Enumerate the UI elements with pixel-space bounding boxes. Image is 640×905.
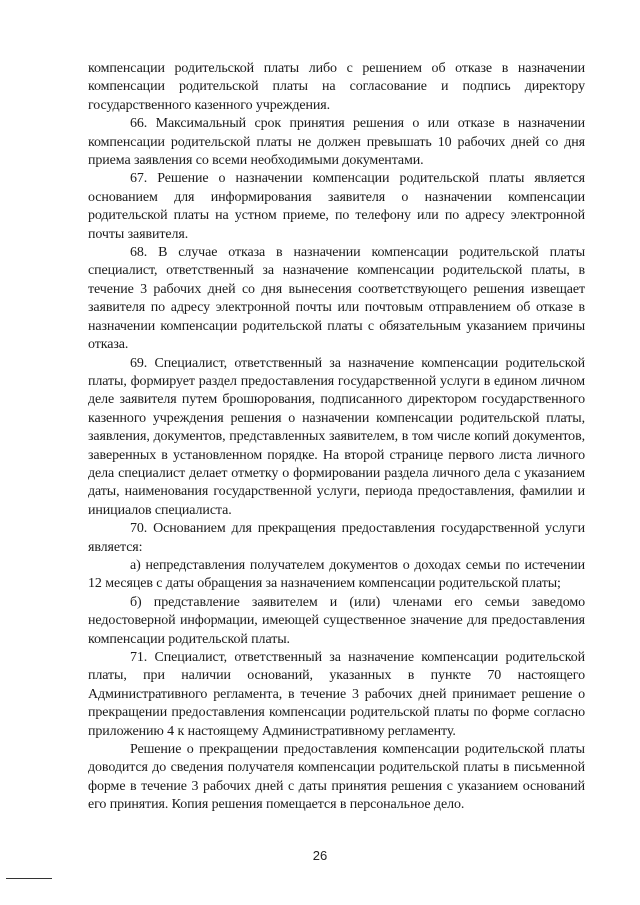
paragraph-70: 70. Основанием для прекращения предоставления государственной услуги является: (88, 521, 585, 555)
paragraph-70-a: а) непредставления получателем документов о доходах семьи по истечении 12 месяцев с даты обращения за назначением компенсации родительской платы; (88, 557, 585, 592)
paragraph-71: 71. Специалист, ответственный за назначение компенсации родительской платы, при наличии оснований, указанных в пункте 70 настоящего Административного регламента, в течение 3 рабочих дней принимает решение о прекращении предоставления компенсации родительской платы по форме согласно приложению 4 к настоящему Административному регламенту. (88, 650, 585, 739)
paragraph-68: 68. В случае отказа в назначении компенсации родительской платы специалист, ответственный за назначение компенсации родительской платы, в течение 3 рабочих дней со дня вынесения соответствующего решения извещает заявителя по адресу электронной почты или почтовым отправлением об отказе в назначении компенсации родительской платы с обязательным указанием причины отказа. (88, 245, 585, 353)
footnote-divider (6, 878, 52, 879)
paragraph-66: 66. Максимальный срок принятия решения о или отказе в назначении компенсации родительской платы не должен превышать 10 рабочих дней со дня приема заявления со всеми необходимыми документами. (88, 116, 585, 169)
document-body (88, 60, 585, 815)
paragraph-67: 67. Решение о назначении компенсации родительской платы является основанием для информирования заявителя о назначении компенсации родительской платы на устном приеме, по телефону или по адресу электронной почты заявителя. (88, 171, 585, 242)
paragraph-71-decision: Решение о прекращении предоставления компенсации родительской платы доводится до сведения получателя компенсации родительской платы в письменной форме в течение 3 рабочих дней с даты принятия решения с указанием оснований его принятия. Копия решения помещается в персональное дело. (88, 742, 585, 813)
paragraph-70-b: б) представление заявителем и (или) членами его семьи заведомо недостоверной информации, имеющей существенное значение для предоставления компенсации родительской платы. (88, 594, 585, 647)
paragraph-69: 69. Специалист, ответственный за назначение компенсации родительской платы, формирует раздел предоставления государственной услуги в едином личном деле заявителя путем брошюрования, подписанного директором государственного казенного учреждения решения о назначении компенсации родительской платы, заявления, документов, представленных заявителем, в том числе копий документов, заверенных в установленном порядке. На второй странице первого листа личного дела специалист делает отметку о формировании раздела личного дела с указанием даты, наименования государственной услуги, периода предоставления, фамилии и инициалов специалиста. (88, 355, 585, 518)
page-number: 26 (312, 848, 328, 863)
paragraph-continuation: компенсации родительской платы либо с решением об отказе в назначении компенсации родительской платы на согласование и подпись директору государственного казенного учреждения. (88, 61, 585, 113)
